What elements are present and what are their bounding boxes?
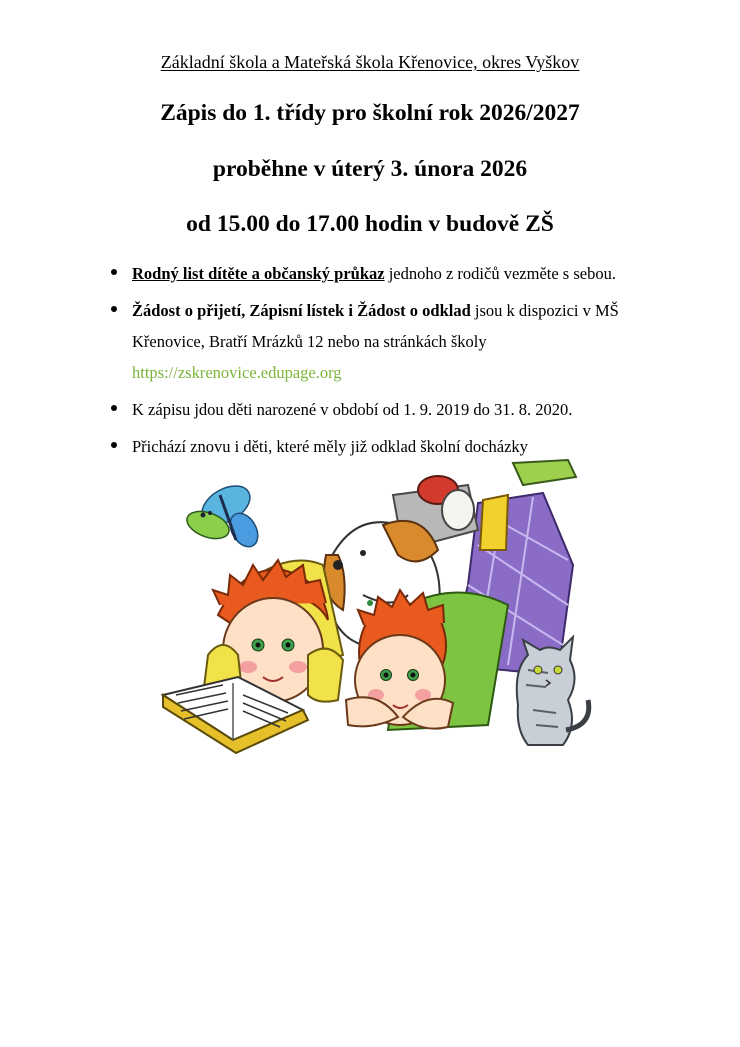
school-name: Základní škola a Mateřská škola Křenovice, okres Vyškov [160, 52, 580, 72]
forms-names: Žádost o přijetí, Zápisní lístek i Žádost o odklad [132, 301, 471, 320]
list-item-documents [108, 258, 668, 289]
birth-range-text: K zápisu jdou děti narozené v období od 1. 9. 2019 do 31. 8. 2020. [132, 400, 573, 419]
enrollment-time-place: od 15.00 do 17.00 hodin v budově ZŠ [186, 211, 554, 237]
bullet-dot-icon [111, 306, 117, 312]
bullet-dot-icon [111, 405, 117, 411]
list-item-birth-range [108, 394, 668, 425]
enrollment-title: Zápis do 1. třídy pro školní rok 2026/2027 [160, 100, 580, 126]
bullet-dot-icon [111, 269, 117, 275]
cat-illustration [517, 637, 589, 745]
butterfly-icon [183, 478, 263, 551]
forms-availability: jsou k dispozici v MŠ Křenovice, Bratří Mrázků 12 nebo na stránkách školy [132, 301, 619, 351]
enrollment-date: proběhne v úterý 3. února 2026 [212, 156, 528, 182]
documents-required: Rodný list dítěte a občanský průkaz [132, 264, 385, 283]
documents-note: jednoho z rodičů vezměte s sebou. [384, 264, 616, 283]
school-website-link[interactable]: https://zskrenovice.edupage.org [132, 363, 342, 382]
kids-reading-illustration [148, 455, 592, 795]
list-item-forms [108, 295, 668, 388]
deferred-text: Přichází znovu i děti, které měly již odklad školní docházky [132, 437, 528, 456]
info-list [108, 258, 668, 468]
bullet-dot-icon [111, 442, 117, 448]
